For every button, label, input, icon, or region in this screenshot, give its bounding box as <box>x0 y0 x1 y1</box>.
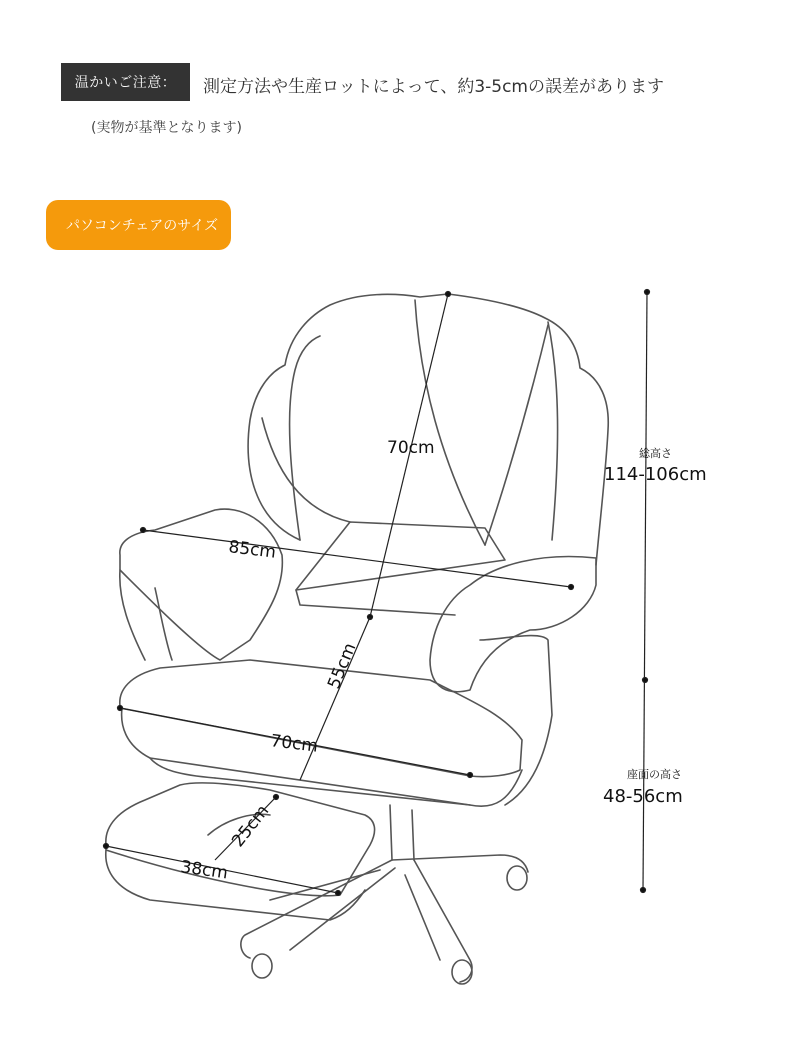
notice-text: 測定方法や生産ロットによって、約3-5cmの誤差があります <box>203 77 664 97</box>
chair-outline <box>106 294 608 984</box>
section-title-pill: パソコンチェアのサイズ <box>46 200 231 250</box>
notice-badge: 温かいご注意： <box>61 63 190 101</box>
seat-height-title: 座面の高さ <box>627 768 682 781</box>
total-height-title: 総高さ <box>639 447 672 460</box>
armrest-width-label: 85cm <box>227 537 278 563</box>
footrest-width-label: 38cm <box>179 857 230 884</box>
backrest-height-label: 70cm <box>387 438 435 458</box>
footrest-depth-label: 25cm <box>228 801 274 852</box>
dimension-lines <box>104 290 650 896</box>
notice-subtext: (実物が基準となります) <box>91 120 242 136</box>
seat-height-value: 48-56cm <box>603 786 683 807</box>
total-height-value: 114-106cm <box>604 464 707 485</box>
seat-depth-label: 55cm <box>324 640 361 692</box>
seat-width-label: 70cm <box>269 731 320 757</box>
